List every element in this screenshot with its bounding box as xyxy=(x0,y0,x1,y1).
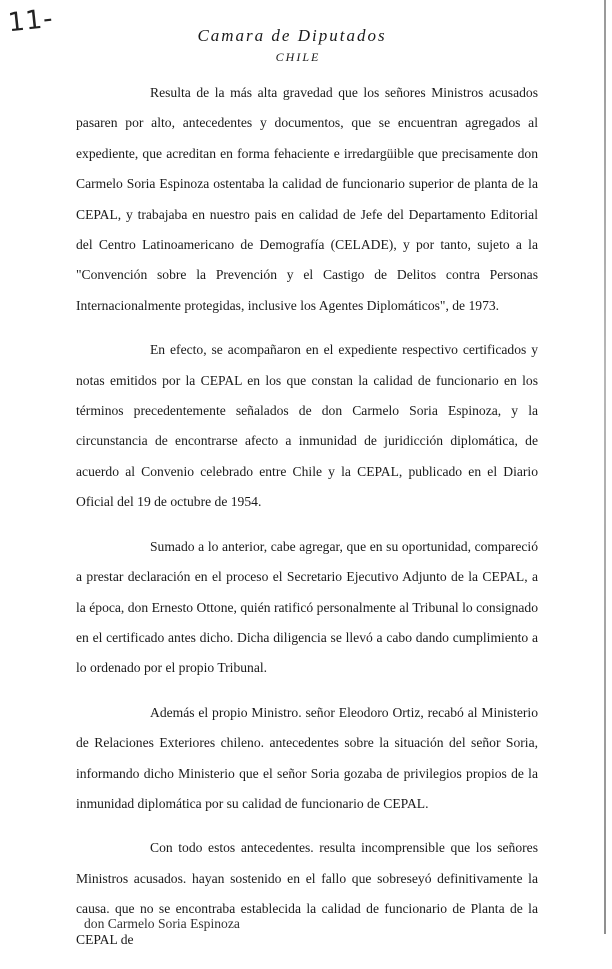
paragraph-5: Con todo estos antecedentes. resulta incomprensible que los señores Ministros acusados. hayan sostenido en el fallo que sobreseyó definitivamente la causa. que no se encontraba establecida la calidad de funcionario de Planta de la CEPAL de xyxy=(76,840,538,947)
document-body xyxy=(76,78,538,969)
paragraph-1: Resulta de la más alta gravedad que los señores Ministros acusados pasaren por alto, antecedentes y documentos, que se encuentran agregados al expediente, que acreditan en forma fehaciente e irredargüible que precisamente don Carmelo Soria Espinoza ostentaba la calidad de funcionario superior de planta de la CEPAL, y trabajaba en nuestro pais en calidad de Jefe del Departamento Editorial del Centro Latinoamericano de Demografía (CELADE), y por tanto, sujeto a la "Convención sobre la Prevención y el Castigo de Delitos contra Personas Internacionalmente protegidas, inclusive los Agentes Diplomáticos", de 1973. xyxy=(76,85,538,313)
letterhead-subtitle: CHILE xyxy=(275,50,321,64)
letterhead-title: Camara de Diputados xyxy=(197,26,387,45)
paragraph-3: Sumado a lo anterior, cabe agregar, que en su oportunidad, compareció a prestar declaración en el proceso el Secretario Ejecutivo Adjunto de la CEPAL, a la época, don Ernesto Ottone, quién ratificó personalmente al Tribunal lo consignado en el certificado antes dicho. Dicha diligencia se llevó a cabo dando cumplimiento a lo ordenado por el propio Tribunal. xyxy=(76,538,538,676)
handwritten-page-number: 11- xyxy=(6,3,55,39)
cut-off-text-line: don Carmelo Soria Espinoza xyxy=(84,916,240,931)
paragraph-2: En efecto, se acompañaron en el expediente respectivo certificados y notas emitidos por la CEPAL en los que constan la calidad de funcionario en los términos precedentemente señalados de don Carmelo Soria Espinoza, y la circunstancia de encontrarse afecto a inmunidad de juridicción diplomática, de acuerdo al Convenio celebrado entre Chile y la CEPAL, publicado en el Diario Oficial del 19 de octubre de 1954. xyxy=(76,342,538,510)
page-edge-shadow xyxy=(604,0,606,934)
paragraph-4: Además el propio Ministro. señor Eleodoro Ortiz, recabó al Ministerio de Relaciones Exteriores chileno. antecedentes sobre la situación del señor Soria, informando dicho Ministerio que el señor Soria gozaba de privilegios propios de la inmunidad diplomática por su calidad de funcionario de CEPAL. xyxy=(76,704,538,811)
